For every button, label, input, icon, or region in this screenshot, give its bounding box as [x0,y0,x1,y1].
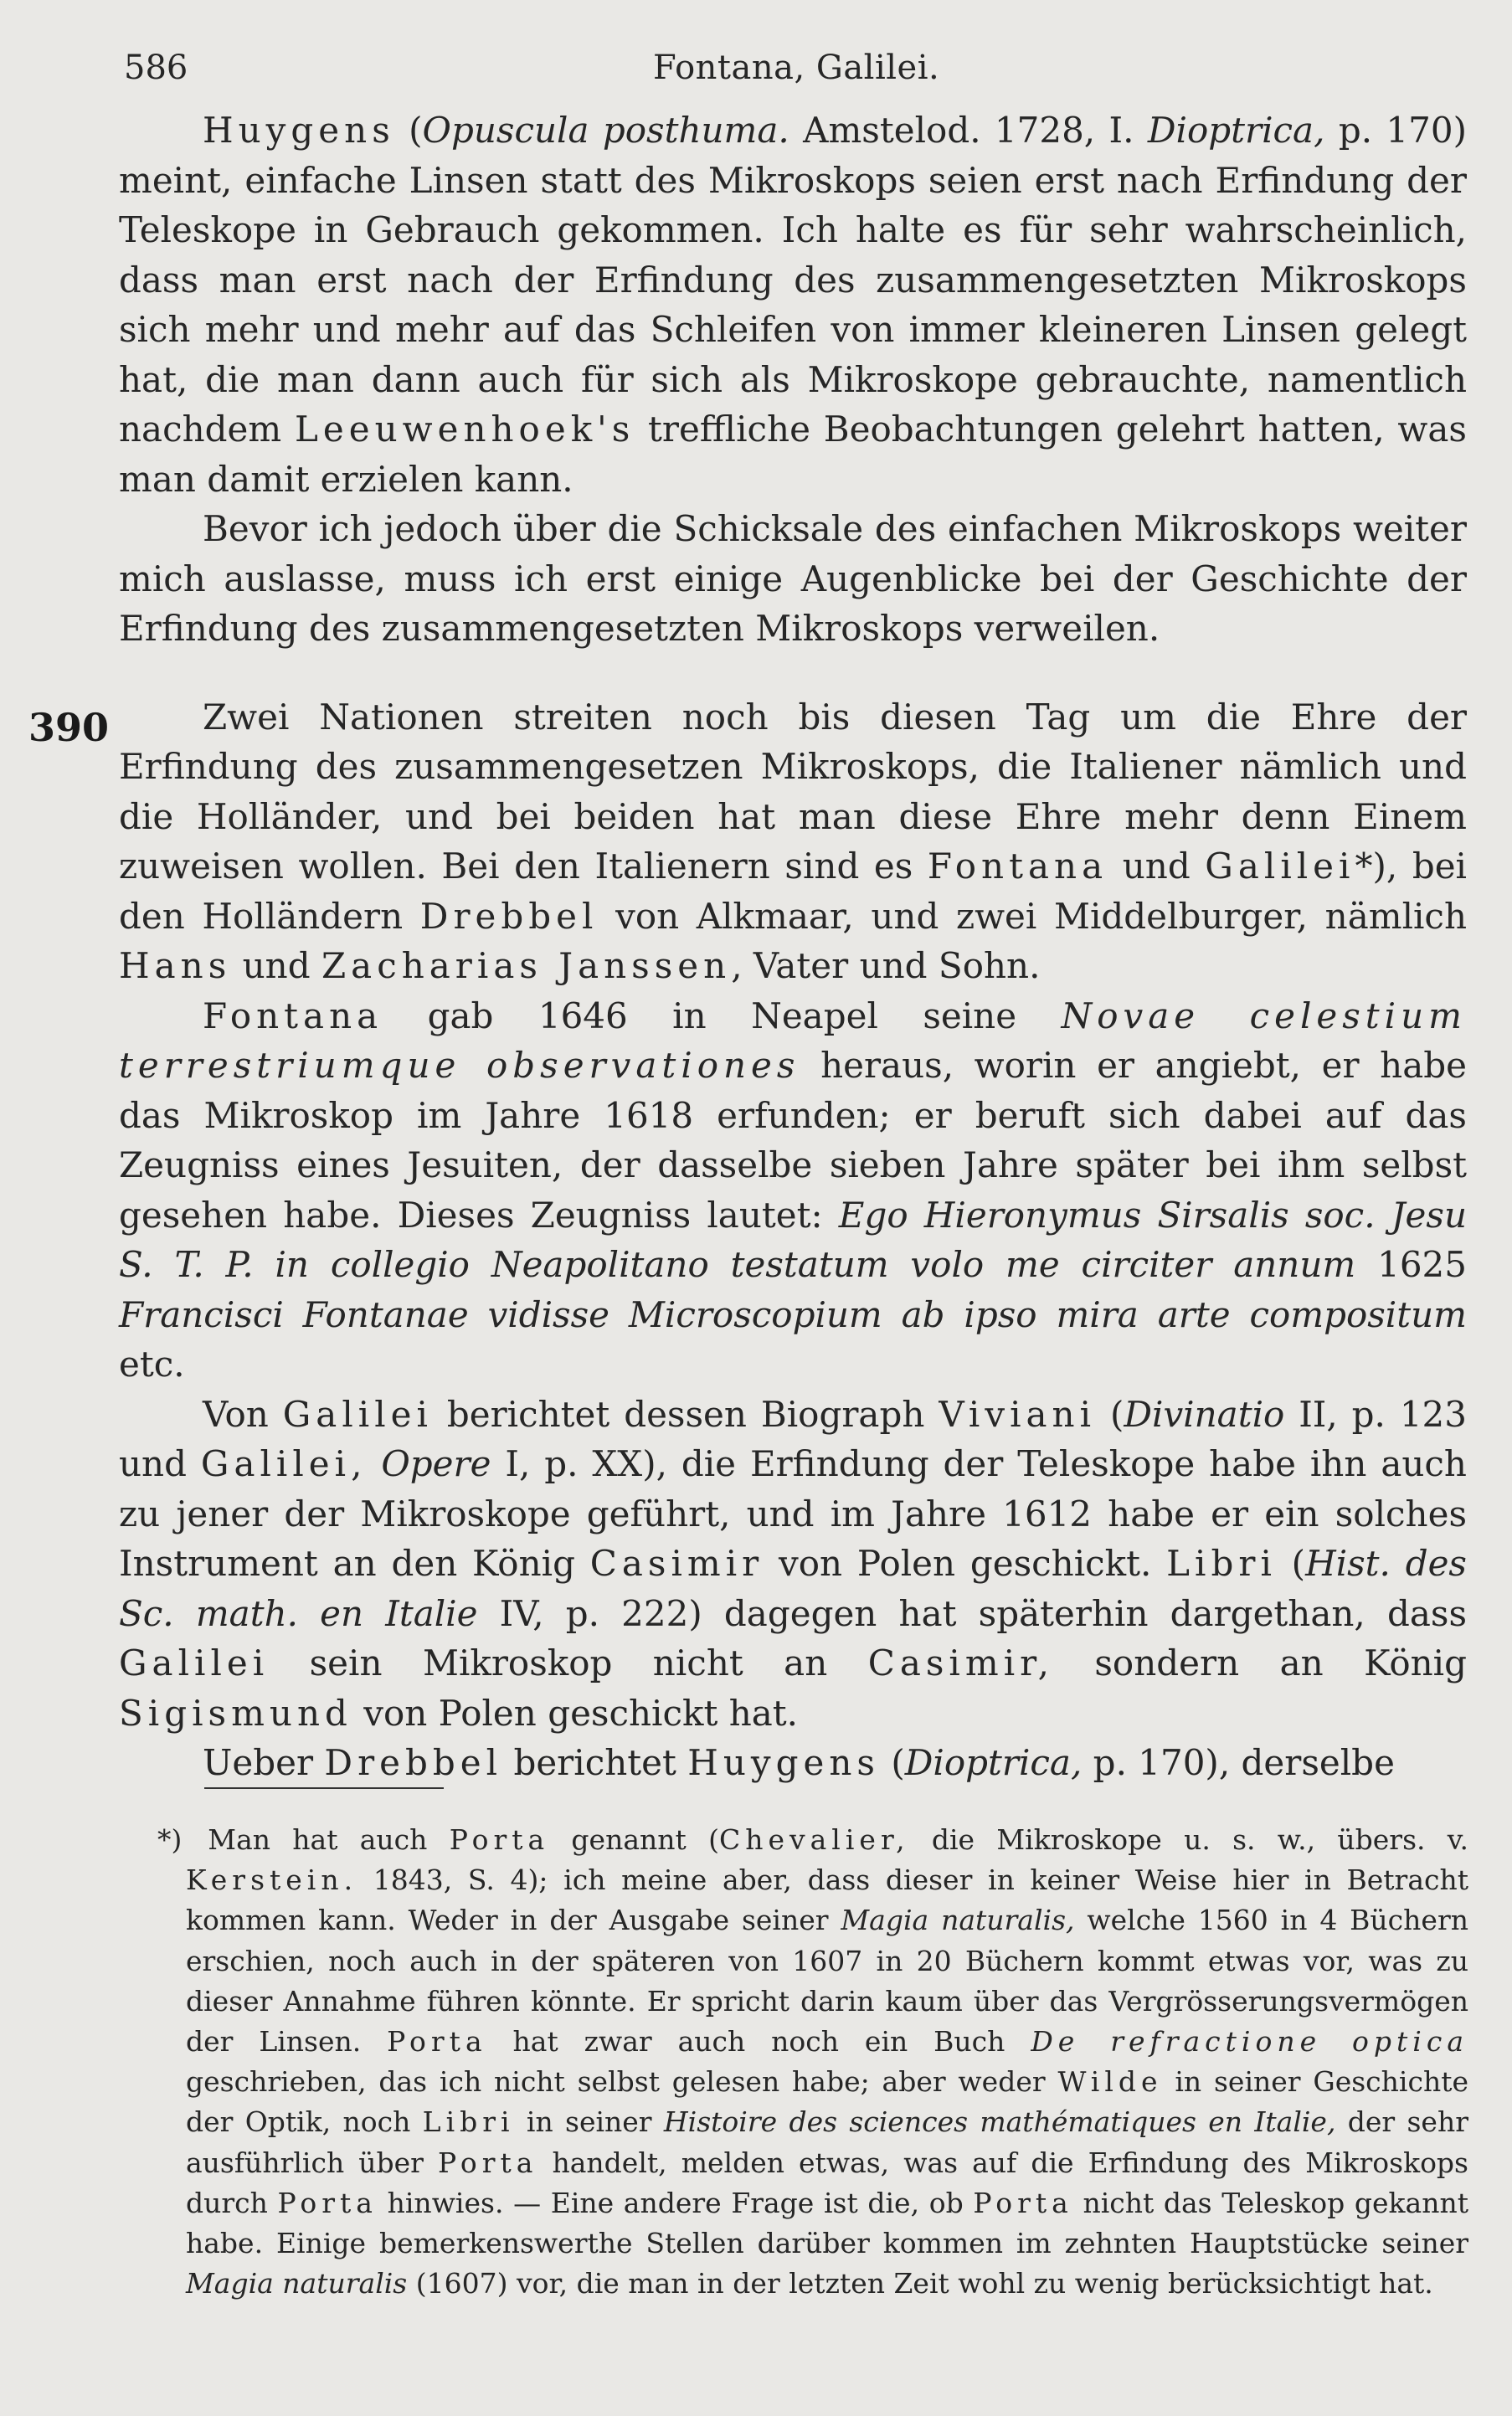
work-title: Magia naturalis [186,2267,408,2300]
paragraph: Von Galilei berichtet dessen Biograph Viviani (Divinatio II, p. 123 und Galilei, Opere I, p. XX), die Erfindung der Teleskope habe ihn auch zu jener der Mikroskope geführt, und im Jahre 1612 habe er ein solches Instrument an den König Casimir von Polen geschickt. Libri (Hist. des Sc. math. en Italie IV, p. 222) dagegen hat späterhin dargethan, dass Galilei sein Mikroskop nicht an Casimir, sondern an König Sigismund von Polen geschickt hat. [119,1393,1467,1734]
person-name: Drebbel [324,1742,503,1783]
footnote-text: *) Man hat auch Porta genannt (Chevalier, die Mikroskope u. s. w., übers. v. Kerstein. 1843, S. 4); ich meine aber, dass dieser in keiner Weise hier in Betracht kommen kann. Weder in der Ausgabe seiner Magia naturalis, welche 1560 in 4 Büchern erschien, noch auch in der späteren von 1607 in 20 Büchern kommt etwas vor, was zu dieser Annahme führen könnte. Er spricht darin kaum über das Vergrösserungsvermögen der Linsen. Porta hat zwar auch noch ein Buch De refractione optica geschrieben, das ich nicht selbst gelesen habe; aber weder Wilde in seiner Geschichte der Optik, noch Libri in seiner Histoire des sciences mathématiques en Italie, der sehr ausführlich über Porta handelt, melden etwas, was auf die Erfindung des Mikroskops durch Porta hinwies. — Eine andere Frage ist die, ob Porta nicht das Teleskop gekannt habe. Einige bemerkenswerthe Stellen darüber kommen im zehnten Hauptstücke seiner Magia naturalis (1607) vor, die man in der letzten Zeit wohl zu wenig berücksichtigt hat. [186,1820,1468,2304]
person-name: Porta [387,2025,487,2059]
page-header [0,49,1512,99]
person-name: Zacharias Janssen [321,945,732,986]
paragraph: Bevor ich jedoch über die Schicksale des einfachen Mikroskops weiter mich auslasse, muss ich erst einige Augenblicke bei der Geschichte der Erfindung des zusammengesetzten Mikroskops verweilen. [119,508,1467,649]
person-name: Porta [973,2186,1073,2219]
person-name: Drebbel [419,895,599,937]
work-title: Dioptrica, [1147,110,1325,151]
footnote [157,1820,1469,2304]
work-title: Hist. des Sc. math. en Italie [119,1543,1467,1634]
person-name: Porta [438,2146,538,2179]
person-name: Casimir [589,1543,764,1584]
footnote-rule [204,1787,444,1789]
main-text [119,105,1467,1788]
person-name: Libri [1166,1543,1277,1584]
person-name: Libri [422,2105,515,2139]
work-title: Divinatio [1124,1393,1285,1435]
running-head: Fontana, Galilei. [653,49,940,87]
person-name: Porta [277,2186,378,2219]
work-title: Opuscula posthuma. [422,110,789,151]
person-name: Fontana [927,846,1108,887]
work-title: Dioptrica, [904,1742,1083,1783]
person-name: Fontana [203,995,383,1036]
person-name: Casimir, [867,1642,1054,1683]
work-title: Opere [381,1443,491,1484]
person-name: Galilei [119,1642,270,1683]
latin-quote: Francisci Fontanae vidisse Microscopium ab ipso mira arte compositum [119,1293,1467,1335]
latin-quote: Ego Hieronymus Sirsalis soc. Jesu S. T. P. in collegio Neapolitano testatum volo me circiter annum [119,1194,1467,1285]
work-title: Novae celestium terrestriumque observationes [119,995,1467,1086]
person-name: Hans [119,945,232,986]
person-name: Wilde [1057,2065,1163,2099]
page-number: 586 [124,49,188,87]
author-name: Leeuwenhoek's [295,409,635,450]
person-name: Viviani [939,1393,1097,1435]
paragraph: Fontana gab 1646 in Neapel seine Novae celestium terrestriumque observationes heraus, worin er angiebt, er habe das Mikroskop im Jahre 1618 erfunden; er beruft sich dabei auf das Zeugniss eines Jesuiten, der dasselbe sieben Jahre später bei ihm selbst gesehen habe. Dieses Zeugniss lautet: Ego Hieronymus Sirsalis soc. Jesu S. T. P. in collegio Neapolitano testatum volo me circiter annum 1625 Francisci Fontanae vidisse Microscopium ab ipso mira arte compositum etc. [119,995,1467,1385]
person-name: Galilei, [200,1443,368,1484]
paragraph: Ueber Drebbel berichtet Huygens (Dioptrica, p. 170), derselbe [203,1742,1395,1783]
work-title: Histoire des sciences mathématiques en Italie, [663,2105,1336,2139]
person-name: Kerstein. [186,1863,358,1897]
footnote-marker: *) [157,1823,183,1856]
author-name: Huygens [203,110,395,151]
person-name: Chevalier, [718,1823,910,1856]
person-name: Galilei [282,1393,433,1435]
person-name: Porta [449,1823,550,1856]
person-name: Galilei [1205,846,1355,887]
section-gap [119,654,1467,692]
person-name: Sigismund [119,1692,352,1734]
paragraph: Zwei Nationen streiten noch bis diesen Tag um die Ehre der Erfindung des zusammengesetzen Mikroskops, die Italiener nämlich und die Holländer, und bei beiden hat man diese Ehre mehr denn Einem zuweisen wollen. Bei den Italienern sind es Fontana und Galilei*), bei den Holländern Drebbel von Alkmaar, und zwei Middelburger, nämlich Hans und Zacharias Janssen, Vater und Sohn. [119,696,1468,986]
paragraph: Huygens (Opuscula posthuma. Amstelod. 1728, I. Dioptrica, p. 170) meint, einfache Linsen statt des Mikroskops seien erst nach Erfindung der Teleskope in Gebrauch gekommen. Ich halte es für sehr wahrscheinlich, dass man erst nach der Erfindung des zusammengesetzten Mikroskops sich mehr und mehr auf das Schleifen von immer kleineren Linsen gelegt hat, die man dann auch für sich als Mikroskope gebrauchte, namentlich nachdem Leeuwenhoek's treffliche Beobachtungen gelehrt hatten, was man damit erzielen kann. [119,110,1467,500]
work-title: Magia naturalis, [841,1904,1075,1937]
person-name: Huygens [687,1742,880,1783]
margin-section-number: 390 [28,705,110,750]
work-title: De refractione optica [1031,2025,1469,2059]
